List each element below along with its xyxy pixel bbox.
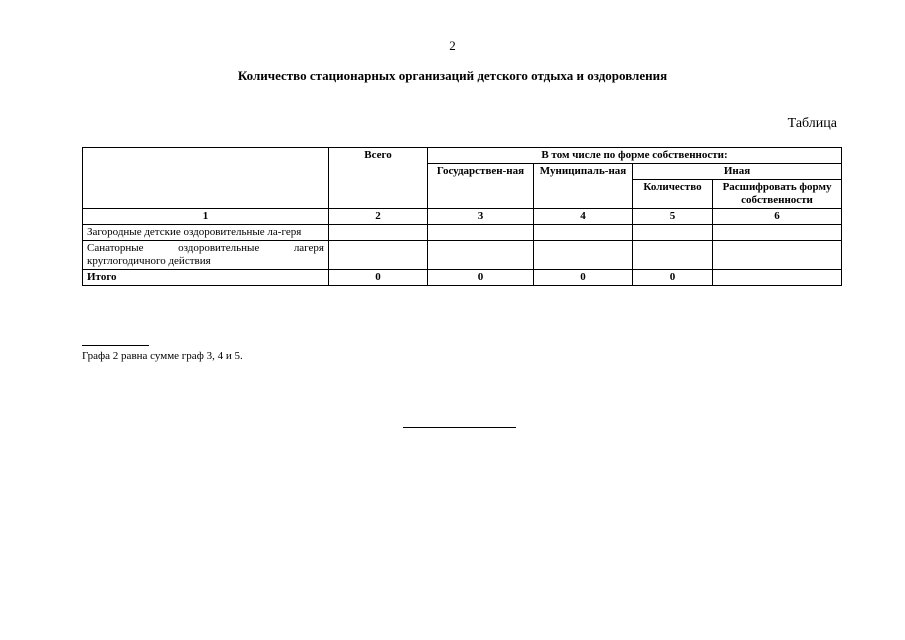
- table-cell: [713, 225, 842, 241]
- page-number: 2: [449, 38, 456, 53]
- total-cell: 0: [428, 270, 534, 286]
- header-state: Государствен-ная: [428, 164, 534, 209]
- column-number-row: [83, 209, 842, 225]
- row-label: Загородные детские оздоровительные ла-геря: [83, 225, 329, 241]
- document-title: Количество стационарных организаций детского отдыха и оздоровления: [237, 68, 668, 83]
- column-number: 5: [633, 209, 713, 225]
- header-other-decode: Расшифровать форму собственности: [713, 180, 842, 209]
- table-cell: [633, 225, 713, 241]
- column-number: 1: [83, 209, 329, 225]
- table-cell: [329, 225, 428, 241]
- row-label: Санаторные оздоровительные лагеря круглогодичного действия: [83, 241, 329, 270]
- header-empty-cell: [83, 148, 329, 209]
- footnote-divider: [82, 345, 149, 346]
- total-cell: [713, 270, 842, 286]
- header-municipal: Муниципаль-ная: [534, 164, 633, 209]
- total-cell: 0: [329, 270, 428, 286]
- total-cell: 0: [534, 270, 633, 286]
- end-divider: [403, 427, 516, 428]
- header-total: Всего: [329, 148, 428, 209]
- table-cell: [713, 241, 842, 270]
- table-cell: [534, 225, 633, 241]
- column-number: 4: [534, 209, 633, 225]
- header-other-group: Иная: [633, 164, 842, 180]
- table-cell: [428, 225, 534, 241]
- column-number: 6: [713, 209, 842, 225]
- table-row: [83, 241, 842, 270]
- table-cell: [329, 241, 428, 270]
- footnote: Графа 2 равна сумме граф 3, 4 и 5.: [82, 350, 243, 362]
- header-ownership-group: В том числе по форме собственности:: [428, 148, 842, 164]
- organizations-table: [82, 147, 842, 286]
- table-row: [83, 225, 842, 241]
- column-number: 2: [329, 209, 428, 225]
- total-cell: 0: [633, 270, 713, 286]
- column-number: 3: [428, 209, 534, 225]
- total-label: Итого: [83, 270, 329, 286]
- table-label: Таблица: [787, 116, 837, 131]
- table-cell: [428, 241, 534, 270]
- table-cell: [633, 241, 713, 270]
- total-row: [83, 270, 842, 286]
- table-cell: [534, 241, 633, 270]
- header-other-count: Количество: [633, 180, 713, 209]
